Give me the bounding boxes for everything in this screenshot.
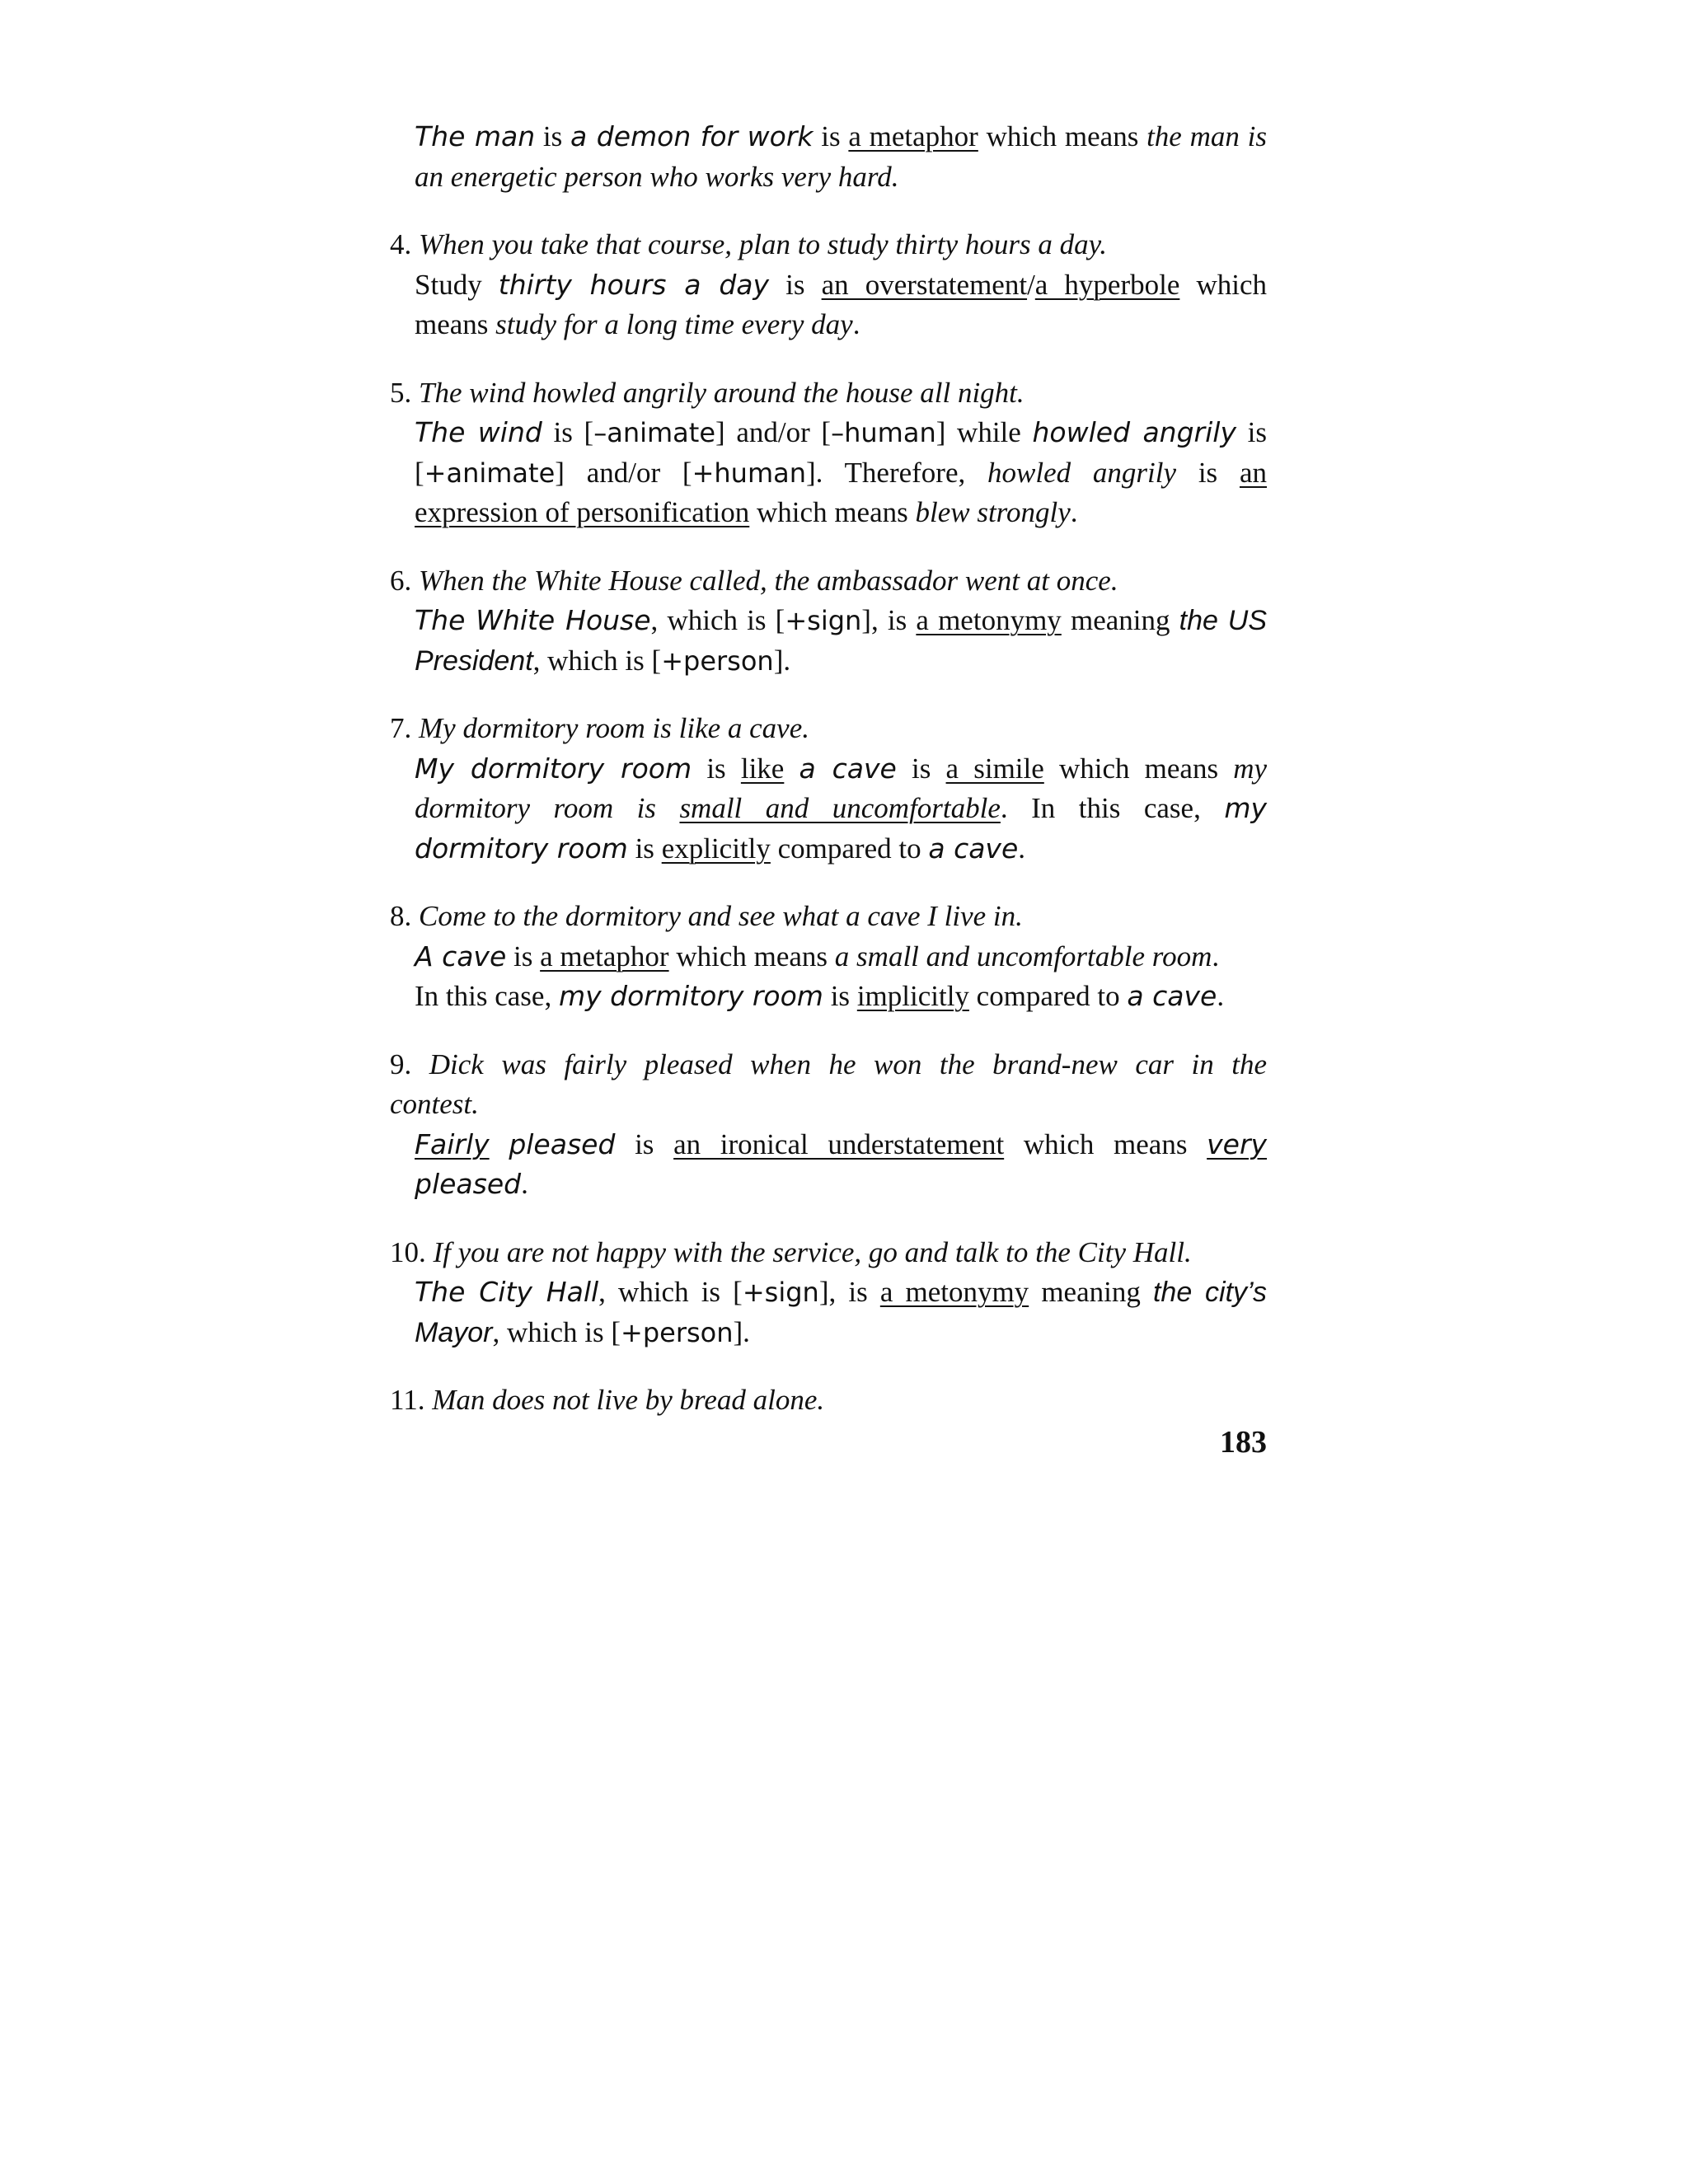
example-text: my (1224, 792, 1268, 824)
plain-text: ], is (861, 604, 907, 636)
item-number: 5. (390, 376, 412, 409)
plain-text: is (1247, 416, 1268, 448)
plain-text: compared to (968, 980, 1128, 1012)
semantic-feature: –animate (593, 417, 715, 448)
semantic-feature: +sign (785, 605, 862, 636)
plain-text: ]. (773, 644, 791, 677)
meaning-text: an energetic person who works very hard. (415, 160, 899, 193)
figure-of-speech-label: a metonymy (879, 1276, 1029, 1308)
meaning-text: howled angrily (987, 456, 1177, 489)
meaning-text: the city’s (1152, 1277, 1267, 1308)
figure-of-speech-label: an (1239, 456, 1268, 489)
text-line (390, 977, 1267, 1017)
text-line (390, 829, 1267, 869)
plain-text: / (1027, 268, 1035, 301)
sentence-text: Dick was fairly pleased when he won the brand-new car in the (429, 1047, 1267, 1080)
meaning-text: very (1207, 1127, 1268, 1160)
plain-text: which means (1058, 752, 1219, 785)
plain-text: . (852, 308, 860, 340)
figure-of-speech-label: a metaphor (848, 120, 978, 152)
plain-text: means (415, 308, 496, 340)
semantic-feature: +person (661, 644, 774, 677)
plain-text: [ (415, 456, 424, 489)
comparison-word: like (740, 752, 785, 785)
text-line (390, 413, 1267, 453)
example-text: my dormitory room (558, 980, 823, 1012)
plain-text: . (1217, 980, 1225, 1012)
text-line (390, 601, 1267, 641)
exercise-sentence (390, 561, 1267, 602)
item-number: 7. (390, 712, 412, 744)
meaning-text: Mayor (415, 1316, 493, 1348)
text-line (390, 453, 1267, 494)
exercise-sentence (390, 897, 1267, 937)
figure-of-speech-label: a simile (945, 752, 1044, 785)
meaning-text: the US (1179, 605, 1268, 636)
plain-text: ], is (818, 1276, 868, 1308)
plain-text: is (706, 752, 726, 785)
plain-text: is (535, 120, 571, 152)
figure-of-speech-label: an ironical understatement (673, 1127, 1005, 1160)
exercise-sentence (390, 1233, 1267, 1273)
semantic-feature: +sign (742, 1277, 819, 1308)
example-text: The City Hall (415, 1276, 599, 1308)
text-line (390, 117, 1267, 157)
example-text: The man (415, 120, 536, 152)
plain-text: is (635, 1127, 654, 1160)
sentence-text: The wind howled angrily around the house all night. (419, 376, 1025, 409)
plain-text: is (813, 120, 849, 152)
plain-text: is [ (553, 416, 594, 448)
plain-text: which means (749, 496, 916, 528)
plain-text: ]. (733, 1315, 750, 1348)
sentence-text: Man does not live by bread alone. (432, 1384, 825, 1416)
meaning-text: pleased (415, 1168, 522, 1200)
exercise-sentence (390, 1045, 1267, 1085)
comparison-word: implicitly (856, 980, 969, 1012)
plain-text: . (1212, 940, 1220, 972)
plain-text: , which is [ (532, 644, 662, 677)
plain-text: is (627, 832, 662, 865)
plain-text: is (506, 940, 541, 972)
plain-text: is (785, 268, 805, 301)
item-3-continuation (390, 117, 1267, 197)
item-number: 4. (390, 228, 412, 260)
list-item-8 (390, 897, 1267, 1017)
plain-text: . (521, 1168, 528, 1200)
exercise-sentence (390, 225, 1267, 265)
list-item-9 (390, 1045, 1267, 1205)
figure-of-speech-label: expression of personification (415, 496, 750, 528)
meaning-text: the man is (1146, 120, 1267, 152)
text-line (390, 789, 1267, 829)
example-text: a cave (1127, 980, 1217, 1012)
meaning-text: my (1233, 752, 1268, 785)
semantic-feature: –human (831, 417, 936, 448)
exercise-sentence (390, 1085, 1267, 1125)
figure-of-speech-label: a hyperbole (1034, 268, 1180, 301)
sentence-text: My dormitory room is like a cave. (419, 712, 810, 744)
plain-text: is (823, 980, 857, 1012)
figure-of-speech-label: an overstatement (821, 268, 1028, 301)
item-number: 8. (390, 900, 412, 932)
plain-text: which means (1023, 1127, 1188, 1160)
meaning-text: small and uncomfortable (679, 792, 1001, 824)
plain-text: . (1070, 496, 1078, 528)
sentence-text: When you take that course, plan to study thirty hours a day. (419, 228, 1108, 260)
meaning-text: study for a long time every day (495, 308, 853, 340)
page-number: 183 (1220, 1425, 1267, 1460)
text-line (390, 1165, 1267, 1205)
figure-of-speech-label: a metonymy (916, 604, 1062, 636)
sentence-text: contest. (390, 1088, 479, 1120)
text-line (390, 937, 1267, 977)
text-line (390, 157, 1267, 198)
example-text: My dormitory room (415, 752, 692, 785)
text-line (390, 1272, 1267, 1313)
figure-of-speech-label: a metaphor (540, 940, 669, 972)
sentence-text: If you are not happy with the service, go and talk to the City Hall. (433, 1235, 1192, 1268)
meaning-text: dormitory room is (415, 792, 656, 824)
meaning-text: President (415, 644, 533, 677)
text-line (390, 641, 1267, 682)
semantic-feature: +human (692, 457, 806, 489)
list-item-10 (390, 1233, 1267, 1353)
example-text: The White House (415, 604, 651, 636)
example-text: dormitory room (415, 832, 628, 865)
plain-text: ] and/or [ (715, 416, 832, 448)
exercise-sentence (390, 1380, 1267, 1421)
plain-text: is (1198, 456, 1218, 489)
list-item-4 (390, 225, 1267, 345)
plain-text: , which is [ (598, 1276, 743, 1308)
plain-text: which (1196, 268, 1268, 301)
item-number: 11. (390, 1384, 425, 1416)
text-line (390, 265, 1267, 306)
plain-text: . (1018, 832, 1026, 865)
example-text: thirty hours a day (498, 268, 770, 301)
list-item-7 (390, 709, 1267, 869)
list-item-11 (390, 1380, 1267, 1421)
example-text: Fairly (415, 1127, 490, 1160)
example-text: a cave (928, 832, 1019, 865)
plain-text: meaning (1070, 604, 1170, 636)
sentence-text: When the White House called, the ambassador went at once. (419, 564, 1118, 597)
exercise-sentence (390, 709, 1267, 749)
plain-text: which means (978, 120, 1147, 152)
meaning-text: blew strongly (915, 496, 1071, 528)
meaning-text: a small and uncomfortable room (834, 940, 1212, 972)
text-line (390, 749, 1267, 790)
text-line (390, 1125, 1267, 1165)
semantic-feature: +animate (424, 457, 556, 489)
plain-text: meaning (1041, 1276, 1141, 1308)
list-item-6 (390, 561, 1267, 682)
exercise-sentence (390, 373, 1267, 414)
plain-text: is (912, 752, 931, 785)
plain-text: , which is [ (492, 1315, 621, 1348)
plain-text: , which is [ (650, 604, 785, 636)
plain-text: . In this case, (1000, 792, 1201, 824)
example-text: howled angrily (1032, 416, 1236, 448)
item-number: 9. (390, 1047, 412, 1080)
example-text: a demon for work (570, 120, 814, 152)
example-text: pleased (509, 1127, 616, 1160)
list-item-5 (390, 373, 1267, 533)
plain-text: ]. Therefore, (806, 456, 966, 489)
sentence-text: Come to the dormitory and see what a cave I live in. (419, 900, 1023, 932)
plain-text: ] and/or [ (555, 456, 692, 489)
page-text (390, 117, 1267, 1449)
plain-text: Study (415, 268, 482, 301)
comparison-word: explicitly (661, 832, 771, 865)
item-number: 10. (390, 1235, 426, 1268)
plain-text: compared to (770, 832, 929, 865)
example-text: The wind (415, 416, 542, 448)
plain-text: In this case, (415, 980, 559, 1012)
plain-text: ] while (935, 416, 1021, 448)
semantic-feature: +person (621, 1316, 734, 1348)
text-line (390, 1313, 1267, 1353)
example-text: A cave (415, 940, 507, 972)
text-line (390, 305, 1267, 345)
text-line (390, 493, 1267, 533)
example-text: a cave (799, 752, 897, 785)
plain-text: which means (668, 940, 835, 972)
item-number: 6. (390, 564, 412, 597)
